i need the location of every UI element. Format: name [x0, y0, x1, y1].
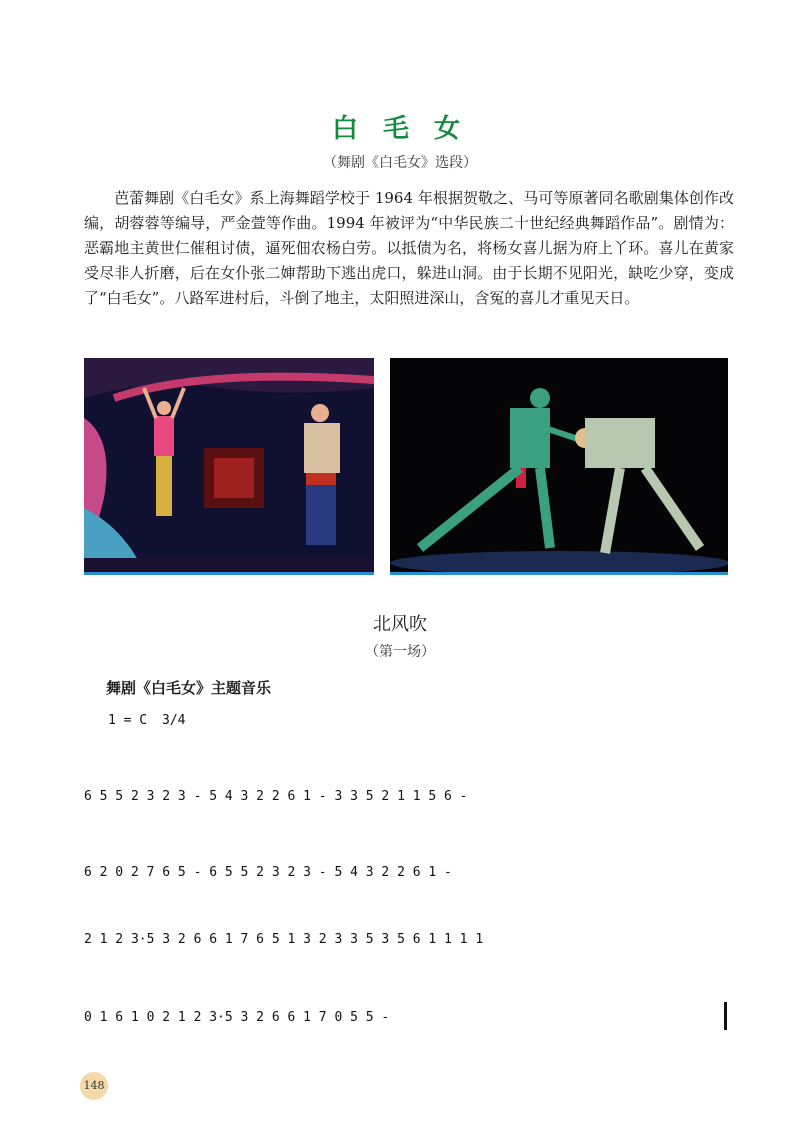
final-barline [724, 1002, 727, 1030]
notation-line-4: 0 1 6 1 0 2 1 2 3·5 3 2 6 6 1 7 0 5 5 - [84, 1010, 390, 1025]
section-subtitle: （第一场） [365, 644, 435, 660]
notation-line-3: 2 1 2 3·5 3 2 6 6 1 7 6 5 1 3 2 3 3 5 3 5 6 1 1 1 1 [84, 932, 484, 947]
stage-photo-left [84, 358, 374, 575]
stage-photo-left-image [84, 358, 374, 572]
time-signature: 3/4 [162, 713, 186, 728]
page-title: 白 毛 女 [331, 114, 469, 144]
intro-paragraph: 芭蕾舞剧《白毛女》系上海舞蹈学校于 1964 年根据贺敬之、马可等原著同名歌剧集体创作改编，胡蓉蓉等编导，严金萱等作曲。1994 年被评为“中华民族二十世纪经典舞蹈作品”。剧情为：恶霸地主黄世仁催租讨债，逼死佃农杨白劳。以抵债为名，将杨女喜儿据为府上丫环。喜儿在黄家受尽非人折磨，后在女仆张二婶帮助下逃出虎口，躲进山洞。由于长期不见阳光，缺吃少穿，变成了“白毛女”。八路军进村后，斗倒了地主，太阳照进深山，含冤的喜儿才重见天日。 [84, 189, 734, 307]
notation-line-1: 6 5 5 2 3 2 3 - 5 4 3 2 2 6 1 - 3 3 5 2 1 1 5 6 - [84, 789, 468, 804]
stage-photo-right [390, 358, 728, 575]
music-notation [84, 700, 734, 1060]
page-subtitle: （舞剧《白毛女》选段） [323, 155, 477, 171]
page-number-badge: 148 [80, 1072, 108, 1100]
stage-photo-right-image [390, 358, 728, 572]
old-man-figure [304, 404, 340, 545]
key-signature: 1 = C [108, 713, 148, 728]
notation-svg [84, 700, 734, 1060]
notation-line-2: 6 2 0 2 7 6 5 - 6 5 5 2 3 2 3 - 5 4 3 2 2 6 1 - [84, 865, 452, 880]
section-title: 北风吹 [373, 614, 427, 635]
music-label: 舞剧《白毛女》主题音乐 [106, 679, 272, 697]
